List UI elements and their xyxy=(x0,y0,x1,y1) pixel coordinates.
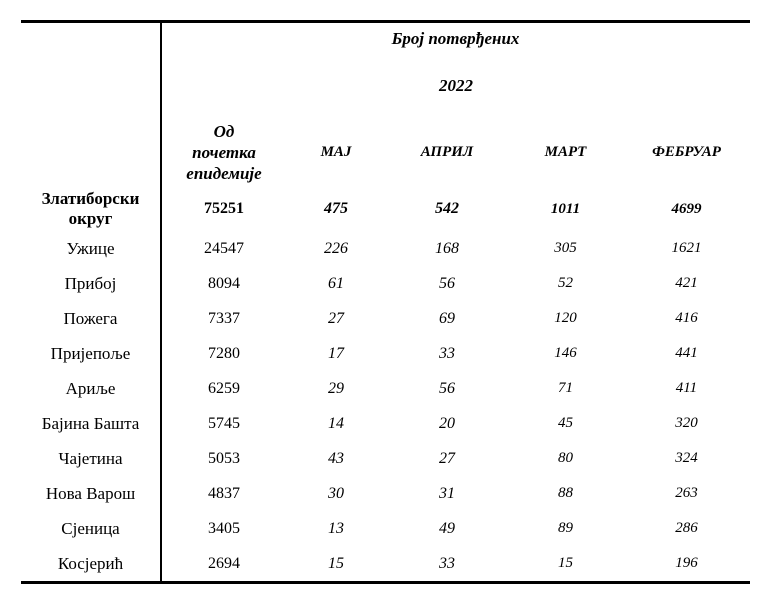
cell-may-cases: 30 xyxy=(328,484,344,502)
district-march-cases: 1011 xyxy=(550,200,581,217)
cell-march-cases: 88 xyxy=(558,485,573,501)
municipality-name: Пријепоље xyxy=(21,336,161,371)
cell-may-cases: 29 xyxy=(328,379,344,397)
cell-april-cases: 33 xyxy=(439,554,455,572)
column-header-since-start-line3: епидемије xyxy=(186,163,262,183)
table-row xyxy=(21,231,750,266)
cell-february-cases: 263 xyxy=(675,485,698,501)
table-row xyxy=(21,476,750,511)
cell-march-cases: 89 xyxy=(558,520,573,536)
header-year-row xyxy=(21,55,750,117)
municipality-name: Ужице xyxy=(21,231,161,266)
municipality-name: Прибој xyxy=(21,266,161,301)
table-row xyxy=(21,336,750,371)
cell-february-cases: 320 xyxy=(675,415,698,431)
cell-may-cases: 13 xyxy=(328,519,344,537)
cell-total-cases: 7337 xyxy=(208,309,240,327)
cell-april-cases: 56 xyxy=(439,379,455,397)
municipality-name: Косјерић xyxy=(21,546,161,581)
cell-april-cases: 31 xyxy=(439,484,455,502)
cell-march-cases: 305 xyxy=(554,240,577,256)
cell-total-cases: 6259 xyxy=(208,379,240,397)
cell-march-cases: 15 xyxy=(558,555,573,571)
municipality-name: Нова Варош xyxy=(21,476,161,511)
municipality-name: Чајетина xyxy=(21,441,161,476)
cell-total-cases: 4837 xyxy=(208,484,240,502)
cell-may-cases: 14 xyxy=(328,414,344,432)
cell-april-cases: 27 xyxy=(439,449,455,467)
district-total-cases: 75251 xyxy=(204,200,244,217)
cell-april-cases: 33 xyxy=(439,344,455,362)
cell-may-cases: 15 xyxy=(328,554,344,572)
cell-march-cases: 80 xyxy=(558,450,573,466)
cell-april-cases: 20 xyxy=(439,414,455,432)
district-name-line2: округ xyxy=(68,209,113,228)
cell-march-cases: 71 xyxy=(558,380,573,396)
cell-february-cases: 416 xyxy=(675,310,698,326)
cell-total-cases: 5053 xyxy=(208,449,240,467)
table-title: Број потврђених xyxy=(391,29,520,48)
cell-total-cases: 24547 xyxy=(204,239,244,257)
cell-february-cases: 324 xyxy=(675,450,698,466)
cell-april-cases: 168 xyxy=(435,239,459,257)
cell-march-cases: 52 xyxy=(558,275,573,291)
cell-february-cases: 441 xyxy=(675,345,698,361)
cell-february-cases: 286 xyxy=(675,520,698,536)
district-name-line1: Златиборски xyxy=(41,189,140,208)
cell-may-cases: 43 xyxy=(328,449,344,467)
cell-april-cases: 49 xyxy=(439,519,455,537)
column-header-april: АПРИЛ xyxy=(420,143,474,160)
confirmed-cases-table xyxy=(21,20,750,584)
cell-february-cases: 421 xyxy=(675,275,698,291)
table-row xyxy=(21,266,750,301)
cell-total-cases: 5745 xyxy=(208,414,240,432)
table-row xyxy=(21,371,750,406)
district-may-cases: 475 xyxy=(324,200,348,217)
cell-march-cases: 120 xyxy=(554,310,577,326)
column-header-march: МАРТ xyxy=(544,143,587,160)
column-header-may: МАЈ xyxy=(320,143,352,160)
table-row xyxy=(21,511,750,546)
cell-may-cases: 61 xyxy=(328,274,344,292)
table-row xyxy=(21,546,750,581)
cell-march-cases: 146 xyxy=(554,345,577,361)
bottom-rule xyxy=(21,581,750,583)
cell-may-cases: 17 xyxy=(328,344,344,362)
column-header-since-start-line1: Од xyxy=(213,121,235,141)
district-total-row xyxy=(21,187,750,231)
cell-april-cases: 69 xyxy=(439,309,455,327)
column-header-since-start-line2: почетка xyxy=(192,142,256,162)
municipality-name: Ариље xyxy=(21,371,161,406)
cell-total-cases: 8094 xyxy=(208,274,240,292)
column-header-since-start xyxy=(161,117,286,187)
year-label: 2022 xyxy=(439,76,473,95)
cell-total-cases: 3405 xyxy=(208,519,240,537)
municipality-name: Бајина Башта xyxy=(21,406,161,441)
cell-february-cases: 1621 xyxy=(671,240,702,256)
column-header-row xyxy=(21,117,750,187)
cell-february-cases: 411 xyxy=(675,380,698,396)
district-february-cases: 4699 xyxy=(671,200,702,217)
document-page xyxy=(21,20,750,584)
cell-may-cases: 226 xyxy=(324,239,348,257)
cell-march-cases: 45 xyxy=(558,415,573,431)
district-name xyxy=(21,187,161,231)
table-row xyxy=(21,441,750,476)
district-april-cases: 542 xyxy=(435,200,459,217)
table-row xyxy=(21,301,750,336)
column-header-february: ФЕБРУАР xyxy=(652,143,721,160)
cell-total-cases: 2694 xyxy=(208,554,240,572)
cell-february-cases: 196 xyxy=(675,555,698,571)
municipality-name: Пожега xyxy=(21,301,161,336)
cell-total-cases: 7280 xyxy=(208,344,240,362)
cell-may-cases: 27 xyxy=(328,309,344,327)
municipality-name: Сјеница xyxy=(21,511,161,546)
header-title-row xyxy=(21,23,750,55)
cell-april-cases: 56 xyxy=(439,274,455,292)
table-row xyxy=(21,406,750,441)
